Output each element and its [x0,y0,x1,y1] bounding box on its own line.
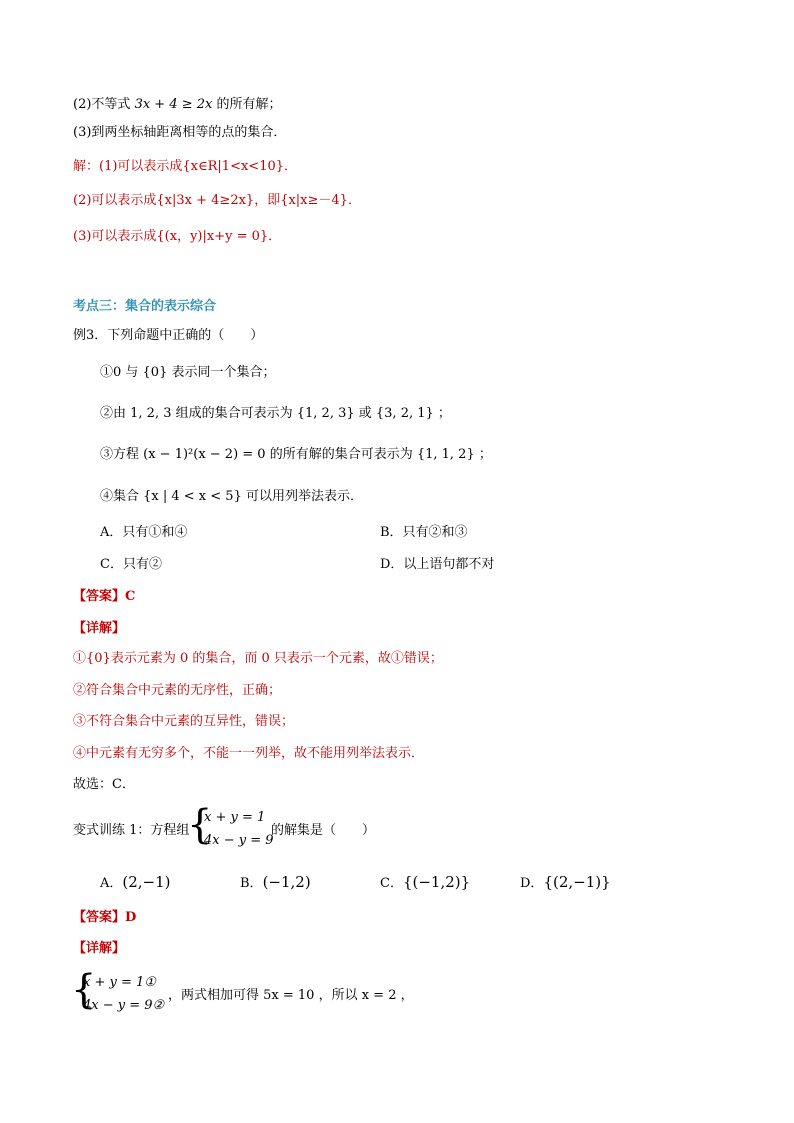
answer-label-1: 【答案】C [73,589,136,604]
variant-1-prefix: 变式训练 1：方程组 [73,823,190,838]
detail-1-line-2: ②符合集合中元素的无序性，正确； [73,683,282,698]
option-c: C．只有② [100,557,162,572]
variant-option-b [240,873,311,893]
variant-option-d [520,873,611,893]
system-equation-1: x + y = 1 [204,810,266,825]
solution-line-1: 解：(1)可以表示成{x∈R|1<x<10}． [73,159,298,174]
variant-option-c-value: {(−1,2)} [402,873,471,891]
solution-tail: ，两式相加可得 5x = 10 ，所以 x = 2 ， [168,988,414,1003]
equation-system-brace: { [187,802,213,848]
solution-line-3: (3)可以表示成{(x，y)|x+y = 0}． [73,229,282,244]
detail-label-2: 【详解】 [73,941,126,956]
variant-option-b-value: (−1,2) [262,873,311,891]
statement-3: ③方程 (x − 1)²(x − 2) = 0 的所有解的集合可表示为 {1, 1, 2} ； [100,447,492,462]
variant-option-c-label: C． [380,876,403,891]
option-a: A．只有①和④ [100,525,188,540]
variant-option-b-label: B． [240,876,263,891]
detail-label-1: 【详解】 [73,621,126,636]
answer-label-2: 【答案】D [73,910,137,925]
problem-part-2 [73,96,282,114]
variant-option-d-label: D． [520,876,544,891]
variant-1-suffix: 的解集是（ ） [271,823,376,838]
example-3-question: 例3．下列命题中正确的（ ） [73,328,264,343]
problem-part-2-text: (2)不等式 [73,97,131,112]
statement-2: ②由 1, 2, 3 组成的集合可表示为 {1, 2, 3} 或 {3, 2, 1} ； [100,406,451,421]
statement-4: ④集合 {x | 4 < x < 5} 可以用列举法表示． [100,489,363,504]
option-d: D．以上语句都不对 [380,557,495,572]
solution-equation-2: 4x − y = 9② [83,998,165,1013]
choice-line: 故选：C． [73,777,135,792]
solution-system-brace: { [71,967,97,1013]
problem-part-3: (3)到两坐标轴距离相等的点的集合． [73,125,287,140]
system-equation-2: 4x − y = 9 [204,833,274,848]
variant-option-d-value: {(2,−1)} [543,873,611,891]
detail-1-line-1: ①{0}表示元素为 0 的集合，而 0 只表示一个元素，故①错误； [73,651,443,666]
solution-line-2: (2)可以表示成{x|3x + 4≥2x}，即{x|x≥－4}． [73,193,361,208]
solution-equation-1: x + y = 1① [83,975,156,990]
detail-1-line-3: ③不符合集合中元素的互异性，错误； [73,714,295,729]
detail-1-line-4: ④中元素有无穷多个，不能一一列举，故不能用列举法表示． [73,746,425,761]
section-heading: 考点三：集合的表示综合 [73,299,217,314]
variant-option-c [380,873,470,893]
problem-part-2-end: 的所有解； [216,97,282,112]
statement-1: ①0 与 {0} 表示同一个集合； [100,365,276,380]
variant-option-a-value: (2,−1) [122,873,171,891]
option-b: B．只有②和③ [380,525,468,540]
variant-option-a-label: A． [100,876,123,891]
inequality-math: 3x + 4 ≥ 2x [134,97,213,112]
variant-option-a [100,873,171,893]
